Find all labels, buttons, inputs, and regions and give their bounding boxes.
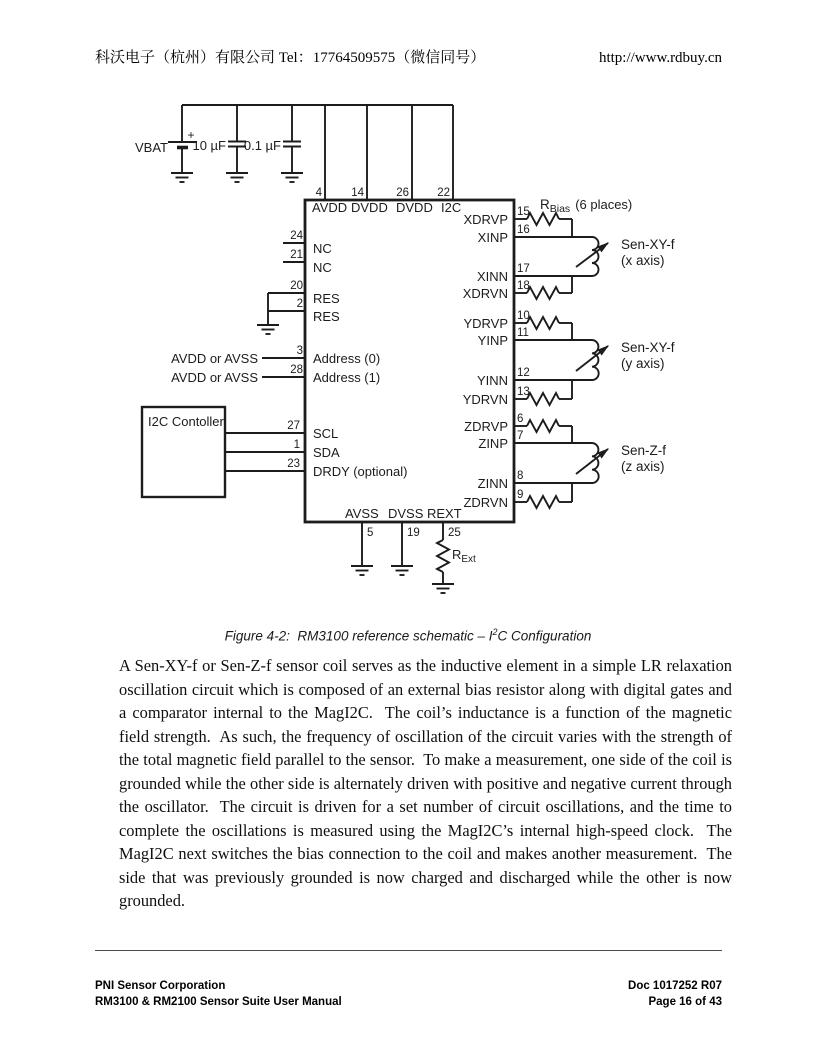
ground-symbol	[171, 173, 193, 182]
pin-number: 19	[407, 527, 420, 539]
caption-superscript: 2	[492, 627, 498, 637]
ground-symbol	[432, 584, 454, 593]
cap1-value: 10 µF	[192, 138, 226, 153]
pin-number: 9	[517, 489, 524, 501]
ground-symbol	[391, 566, 413, 575]
pin-label: I2C	[441, 200, 462, 215]
pin-number: 15	[517, 206, 530, 218]
pin-label: DVDD	[351, 200, 388, 215]
sensor-y-axis: (y axis)	[621, 356, 665, 371]
y-axis-pin-labels	[463, 316, 508, 407]
pin-number: 12	[517, 367, 530, 379]
pin-label: ZINP	[478, 436, 508, 451]
pin-label: YINP	[477, 333, 508, 348]
pin-label: XDRVP	[463, 212, 508, 227]
pin-label: YDRVP	[463, 316, 508, 331]
pin-number: 2	[296, 298, 303, 310]
pin-number: 1	[293, 439, 300, 451]
bottom-pin-labels	[345, 506, 462, 521]
pin-label: DVSS	[388, 506, 424, 521]
pin-number: 21	[290, 249, 303, 261]
rbias-suffix: (6 places)	[575, 197, 633, 212]
ground-symbol	[226, 173, 248, 182]
pin-label: ZDRVP	[464, 419, 508, 434]
cap2-value: 0.1 µF	[243, 138, 281, 153]
ground-symbol	[257, 325, 279, 334]
pin-number: 24	[290, 230, 303, 242]
vbat-label: VBAT	[135, 140, 168, 155]
header-company-text: 科沃电子（杭州）有限公司 Tel：17764509575（微信同号）	[95, 50, 486, 66]
footer-left-block	[95, 978, 342, 1010]
sensor-y-name: Sen-XY-f	[621, 340, 675, 355]
pin-number: 3	[296, 345, 303, 357]
pin-number: 22	[437, 187, 450, 199]
pin-number: 26	[396, 187, 409, 199]
pin-number: 4	[315, 187, 322, 199]
footer-manual-title: RM3100 & RM2100 Sensor Suite User Manual	[95, 996, 342, 1008]
footer-company: PNI Sensor Corporation	[95, 980, 226, 992]
top-pin-labels	[312, 200, 461, 215]
sensor-x-name: Sen-XY-f	[621, 237, 675, 252]
body-paragraph: A Sen-XY-f or Sen-Z-f sensor coil serves as the inductive element in a simple LR relaxation oscillation circuit which is composed of an external bias resistor along with digital gates and a comparator internal to the MagI2C. The coil’s inductance is a function of the magnetic field strength. As such, the frequency of oscillation of the circuit varies with the strength of the total magnetic field parallel to the sensor. To make a measurement, one side of the coil is grounded while the other side is alternately driven with positive and negative current through the oscillator. The circuit is driven for a set number of circuit oscillations, and the time to complete the oscillations is measured using the MagI2C’s internal high-speed clock. The MagI2C next switches the bias connection to the coil and makes another measurement. The side that was previously grounded is now charged and discharged while the other is now grounded.	[119, 656, 737, 910]
pin-number: 18	[517, 280, 530, 292]
pin-label: NC	[313, 241, 332, 256]
rext-resistor-label	[452, 547, 476, 565]
pin-number: 27	[287, 420, 300, 432]
top-pin-numbers	[316, 187, 450, 199]
pin-label: RES	[313, 291, 340, 306]
pin-label: XINN	[476, 269, 508, 284]
footer-page-number: Page 16 of 43	[648, 996, 722, 1008]
rext-sub: Ext	[461, 554, 476, 565]
pin-label: DRDY (optional)	[313, 464, 408, 479]
rbias-sub: Bias	[549, 203, 571, 215]
caption-suffix: C Configuration	[497, 628, 592, 644]
z-axis-pin-labels	[463, 419, 508, 510]
pin-label: SCL	[313, 426, 339, 441]
pin-number: 23	[287, 458, 300, 470]
battery-plus-sign: +	[187, 128, 195, 142]
external-net-label: AVDD or AVSS	[171, 351, 258, 366]
pin-number: 20	[290, 280, 303, 292]
sensor-z-axis: (z axis)	[621, 459, 665, 474]
footer-right-block	[628, 978, 722, 1010]
pin-label: ZINN	[477, 476, 508, 491]
pin-label: Address (0)	[313, 351, 381, 366]
pin-number: 7	[517, 430, 524, 442]
pin-label: YINN	[476, 373, 508, 388]
address-external-labels	[171, 351, 258, 385]
pin-label: ZDRVN	[463, 495, 508, 510]
pin-label: XINP	[477, 230, 508, 245]
footer-doc-number: Doc 1017252 R07	[628, 980, 722, 992]
z-axis-group-wires	[514, 420, 608, 508]
pin-number: 16	[517, 224, 530, 236]
pin-number: 5	[367, 527, 374, 539]
rext-r: R	[452, 547, 462, 562]
caption-prefix: Figure 4-2: RM3100 reference schematic – I	[224, 628, 493, 644]
ground-symbol	[351, 566, 373, 575]
footer-divider	[95, 950, 722, 951]
pin-number: 17	[517, 263, 530, 275]
header-website-link[interactable]: http://www.rdbuy.cn	[598, 50, 722, 66]
pin-label: YDRVN	[462, 392, 508, 407]
left-pin-numbers	[287, 230, 303, 470]
pin-number: 25	[448, 527, 461, 539]
pin-number: 14	[351, 187, 364, 199]
bottom-pin-numbers	[367, 527, 461, 539]
pin-label: Address (1)	[313, 370, 381, 385]
sensor-z-name: Sen-Z-f	[621, 443, 667, 458]
pin-number: 28	[290, 364, 303, 376]
pin-number: 10	[517, 310, 530, 322]
bottom-pin-wires	[362, 522, 449, 584]
pin-number: 13	[517, 386, 530, 398]
pin-number: 8	[517, 470, 524, 482]
ground-symbol	[281, 173, 303, 182]
pin-label: DVDD	[396, 200, 433, 215]
sensor-x-axis: (x axis)	[621, 253, 665, 268]
pin-label: REXT	[427, 506, 462, 521]
rbias-label	[540, 197, 632, 215]
left-pin-labels	[313, 241, 407, 479]
pin-label: AVDD	[312, 200, 348, 215]
pin-label: AVSS	[345, 506, 379, 521]
external-net-label: AVDD or AVSS	[171, 370, 258, 385]
x-axis-pin-labels	[463, 212, 508, 301]
pin-label: XDRVN	[462, 286, 508, 301]
pin-label: SDA	[313, 445, 340, 460]
figure-caption	[0, 627, 816, 644]
pin-label: NC	[313, 260, 332, 275]
pin-label: RES	[313, 309, 340, 324]
rbias-r: R	[540, 197, 550, 212]
pin-number: 6	[517, 413, 524, 425]
i2c-controller-label: I2C Contoller	[148, 414, 224, 429]
pin-number: 11	[517, 327, 529, 339]
